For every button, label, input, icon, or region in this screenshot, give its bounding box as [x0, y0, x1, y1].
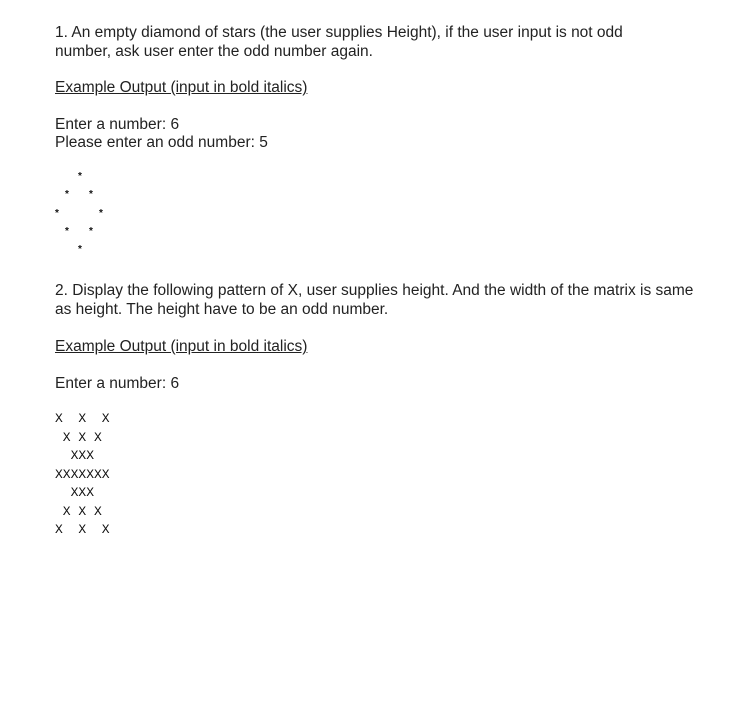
x-pattern-row: X X X — [55, 522, 110, 537]
diamond-star: * — [65, 189, 69, 200]
x-pattern-row: X X X — [55, 411, 110, 426]
diamond-star: * — [99, 208, 103, 219]
x-pattern-row: X X X — [55, 504, 102, 519]
diamond-star: * — [78, 171, 82, 182]
x-pattern-row: XXX — [55, 485, 95, 500]
diamond-star: * — [89, 189, 93, 200]
x-pattern-row: XXX — [55, 448, 95, 463]
diamond-star: * — [89, 226, 93, 237]
diamond-star: * — [78, 244, 82, 255]
question-2-text: 2. Display the following pattern of X, user supplies height. And the width of the matrix is same as height. The height have to be an odd number. — [55, 282, 694, 318]
example-output-heading-1: Example Output (input in bold italics) — [55, 79, 308, 96]
x-pattern-row: X X X — [55, 430, 102, 445]
question-1-text: 1. An empty diamond of stars (the user supplies Height), if the user input is not odd number, ask user enter the odd number again. — [55, 24, 623, 60]
diamond-star: * — [55, 208, 59, 219]
example-output-heading-2: Example Output (input in bold italics) — [55, 338, 308, 355]
odd-number-prompt-line: Please enter an odd number: 5 — [55, 134, 268, 151]
diamond-star: * — [65, 226, 69, 237]
x-pattern-row: XXXXXXX — [55, 467, 110, 482]
enter-number-line-2: Enter a number: 6 — [55, 375, 180, 392]
enter-number-line-1: Enter a number: 6 — [55, 116, 180, 133]
